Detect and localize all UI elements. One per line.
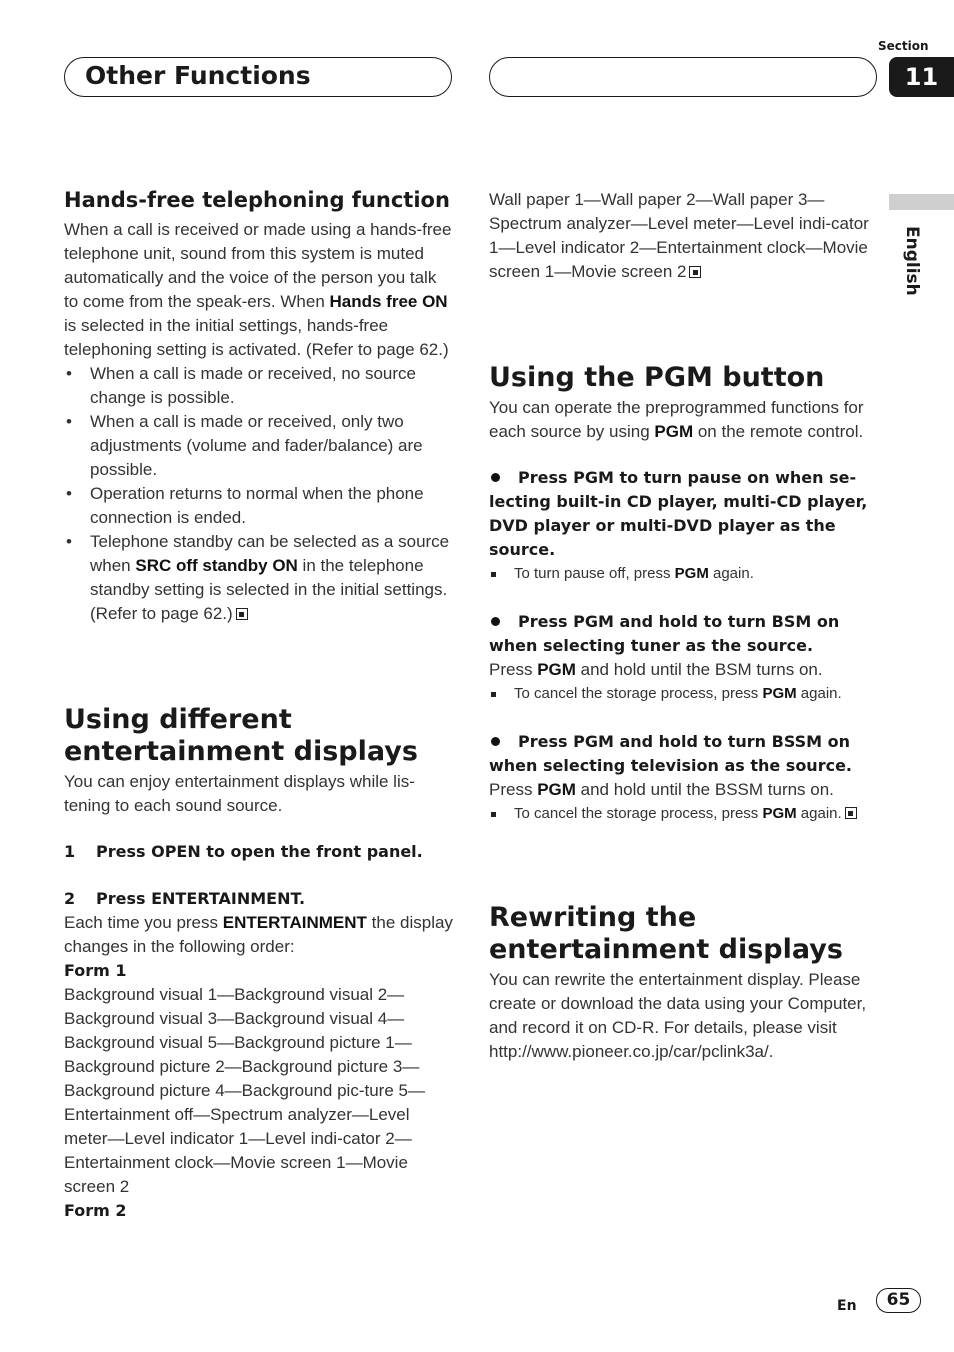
footer-lang-code: En: [837, 1298, 857, 1314]
note-bold: PGM: [762, 805, 797, 822]
bullet-dot-icon: [491, 617, 500, 626]
header-empty-box: [489, 57, 877, 97]
displays-intro: You can enjoy entertainment displays while lis-tening to each sound source.: [64, 772, 415, 815]
body-b: and hold until the BSSM turns on.: [575, 780, 834, 799]
pgm-item-2-body: [489, 658, 881, 682]
bullet-item: • When a call is made or received, only two adjustments (volume and fader/balance) are possible.: [64, 410, 454, 482]
step-2-body-b: the display changes in the following order:: [64, 913, 453, 956]
rewrite-heading-line2: entertainment displays: [489, 934, 843, 965]
pgm-item-3-heading-text: Press PGM and hold to turn BSSM on when selecting television as the source.: [489, 732, 852, 775]
note-a: To cancel the storage process, press: [514, 685, 763, 702]
pgm-intro: [489, 396, 881, 444]
bullet4-bold: SRC off standby ON: [135, 556, 298, 575]
step-2-body-bold: ENTERTAINMENT: [222, 913, 367, 932]
form-1-label: Form 1: [64, 961, 127, 980]
pgm-item-2-heading-text: Press PGM and hold to turn BSM on when selecting tuner as the source.: [489, 612, 840, 655]
step-1: [64, 840, 454, 864]
body-a: Press: [489, 660, 538, 679]
note-square-icon: [491, 692, 496, 697]
bullet-dot-icon: [491, 737, 500, 746]
pgm-item-3-heading: [489, 730, 881, 778]
bullet-item: • When a call is made or received, no source change is possible.: [64, 362, 454, 410]
pgm-heading: Using the PGM button: [489, 362, 825, 393]
language-label: English: [902, 226, 922, 296]
rewrite-url[interactable]: http://www.pioneer.co.jp/car/pclink3a/.: [489, 1042, 774, 1061]
hands-free-heading: Hands-free telephoning function: [64, 188, 450, 212]
displays-heading-line1: Using different: [64, 704, 292, 735]
bullet4-a: Telephone standby can be selected as a source when: [90, 532, 450, 575]
hands-free-p1-b: is selected in the initial settings, hands-free telephoning setting is activated. (Refer to page 62.): [64, 316, 449, 359]
bullet-dot-icon: [491, 473, 500, 482]
step-2-number: 2: [64, 889, 76, 908]
note-b: again.: [796, 805, 842, 822]
pgm-item-1-heading: [489, 466, 881, 562]
form-2-text: [489, 188, 881, 284]
body-a: Press: [489, 780, 538, 799]
note-bold: PGM: [674, 565, 709, 582]
note-b: again.: [708, 565, 754, 582]
step-2: [64, 887, 454, 911]
displays-heading-line2: entertainment displays: [64, 736, 418, 767]
note-square-icon: [491, 572, 496, 577]
body-bold: PGM: [537, 660, 576, 679]
rewrite-body: You can rewrite the entertainment display. Please create or download the data using your Computer, and record it on CD-R. For details, please visit: [489, 970, 867, 1037]
bullet-item: [64, 530, 454, 626]
step-2-body: [64, 911, 454, 959]
pgm-intro-b: on the remote control.: [693, 422, 864, 441]
language-tab: [889, 194, 954, 210]
pgm-item-1-note: [489, 562, 881, 586]
note-bold: PGM: [762, 685, 797, 702]
rewrite-heading: [489, 902, 881, 966]
note-a: To turn pause off, press: [514, 565, 675, 582]
pgm-item-3-body: [489, 778, 881, 802]
step-1-text: Press OPEN to open the front panel.: [96, 842, 423, 861]
note-b: again.: [796, 685, 842, 702]
step-2-text: Press ENTERTAINMENT.: [96, 889, 306, 908]
hands-free-paragraph: [64, 218, 454, 362]
pgm-item-1-heading-text: Press PGM to turn pause on when se-lecting built-in CD player, multi-CD player, DVD player or multi-DVD player as the source.: [489, 468, 868, 559]
pgm-item-3-note: [489, 802, 881, 826]
form-2-text-content: Wall paper 1—Wall paper 2—Wall paper 3—Spectrum analyzer—Level meter—Level indi-cator 1—Level indicator 2—Entertainment clock—Movie screen 1—Movie screen 2: [489, 190, 869, 281]
form-1-text: Background visual 1—Background visual 2—Background visual 3—Background visual 4—Background visual 5—Background picture 1—Background picture 2—Background picture 3—Background picture 4—Background pic-ture 5—Entertainment off—Spectrum analyzer—Level meter—Level indicator 1—Level indi-cator 2—Entertainment clock—Movie screen 1—Movie screen 2: [64, 985, 425, 1196]
bullet4-b: in the telephone standby setting is selected in the initial settings. (Refer to page 62.): [90, 556, 448, 623]
right-column: [489, 188, 881, 1064]
note-square-icon: [491, 812, 496, 817]
page-number: 65: [876, 1288, 921, 1313]
hands-free-p1-a: When a call is received or made using a hands-free telephone unit, sound from this system is muted automatically and the voice of the person you talk to come from the speak-ers. When: [64, 220, 452, 311]
left-column: [64, 186, 454, 1223]
hands-free-p1-bold: Hands free ON: [329, 292, 448, 311]
body-b: and hold until the BSM turns on.: [575, 660, 823, 679]
step-1-number: 1: [64, 842, 76, 861]
pgm-item-2-note: [489, 682, 881, 706]
step-2-body-a: Each time you press: [64, 913, 223, 932]
bullet-item: • Operation returns to normal when the phone connection is ended.: [64, 482, 454, 530]
note-a: To cancel the storage process, press: [514, 805, 763, 822]
chapter-title-box: [64, 57, 452, 97]
pgm-intro-a: You can operate the preprogrammed functions for each source by using: [489, 398, 864, 441]
chapter-title: Other Functions: [85, 61, 311, 90]
section-label: Section: [878, 39, 929, 53]
end-mark-icon: [236, 608, 248, 620]
pgm-item-2-heading: [489, 610, 881, 658]
section-number: 11: [889, 57, 954, 97]
displays-heading: [64, 704, 454, 768]
rewrite-heading-line1: Rewriting the: [489, 902, 697, 933]
hands-free-bullets: [64, 362, 454, 626]
pgm-intro-bold: PGM: [654, 422, 694, 441]
end-mark-icon: [845, 807, 857, 819]
end-mark-icon: [689, 266, 701, 278]
body-bold: PGM: [537, 780, 576, 799]
form-2-label: Form 2: [64, 1201, 127, 1220]
